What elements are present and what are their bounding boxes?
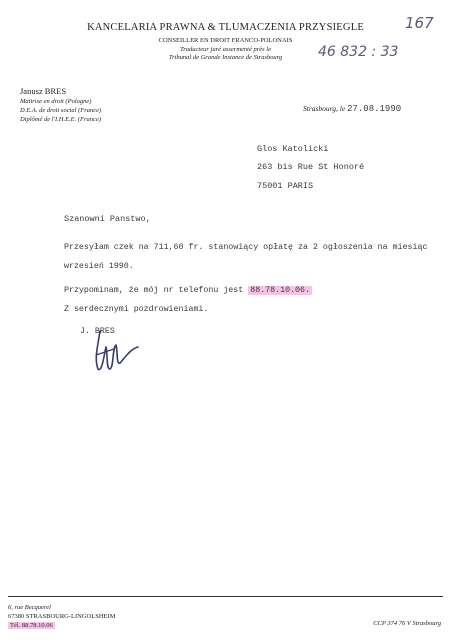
paragraph-2-text: Przypominam, że mój nr telefonu jest	[64, 286, 244, 295]
recipient-city: 75001 PARIS	[257, 181, 314, 191]
paragraph-1-line-2: wrzesień 1990.	[64, 262, 134, 271]
paragraph-2	[64, 286, 312, 295]
firm-line-2: Traducteur juré assermenté près le	[180, 46, 271, 53]
credential-3: Diplômé de l'I.H.E.E. (France)	[20, 116, 101, 123]
signature-name: J. BRES	[80, 327, 115, 336]
footer-phone-highlight: Tél. 88.78.10.06	[10, 622, 53, 629]
signature-scribble	[86, 325, 146, 375]
page-number-annotation: 167	[405, 14, 434, 32]
firm-subtitle: CONSEILLER EN DROIT FRANCO-POLONAIS	[158, 37, 293, 44]
date-line	[303, 104, 401, 114]
sender-name: Janusz BRES	[20, 86, 67, 96]
footer-ccp: CCP 374 76 V Strasbourg	[373, 620, 441, 627]
date-value: 27.08.1990	[347, 104, 402, 114]
phone-highlight: 88.78.10.06.	[250, 286, 310, 295]
footer-address-2: 67380 STRASBOURG-LINGOLSHEIM	[8, 613, 116, 620]
credential-2: D.E.A. de droit social (France)	[20, 107, 102, 114]
closing: Z serdecznymi pozdrowieniami.	[64, 305, 209, 314]
credential-1: Maitrise en droit (Pologne)	[20, 98, 92, 105]
footer-divider	[8, 596, 443, 597]
paragraph-1-line-1: Przesyłam czek na 711,60 fr. stanowiący opłatę za 2 ogłoszenia na miesiąc	[64, 243, 428, 252]
firm-name: KANCELARIA PRAWNA & TLUMACZENIA PRZYSIEGLE	[87, 22, 364, 33]
date-place: Strasbourg, le	[303, 104, 346, 113]
reference-annotation: 46 832 : 33	[318, 44, 399, 60]
footer-phone	[8, 622, 55, 629]
recipient-name: Glos Katolicki	[257, 144, 329, 154]
recipient-street: 263 bis Rue St Honoré	[257, 162, 365, 172]
firm-line-3: Tribunal de Grande Instance de Strasbourg	[168, 54, 283, 61]
footer-address-1: 6, rue Becquerel	[8, 604, 51, 611]
salutation: Szanowni Panstwo,	[64, 214, 151, 224]
